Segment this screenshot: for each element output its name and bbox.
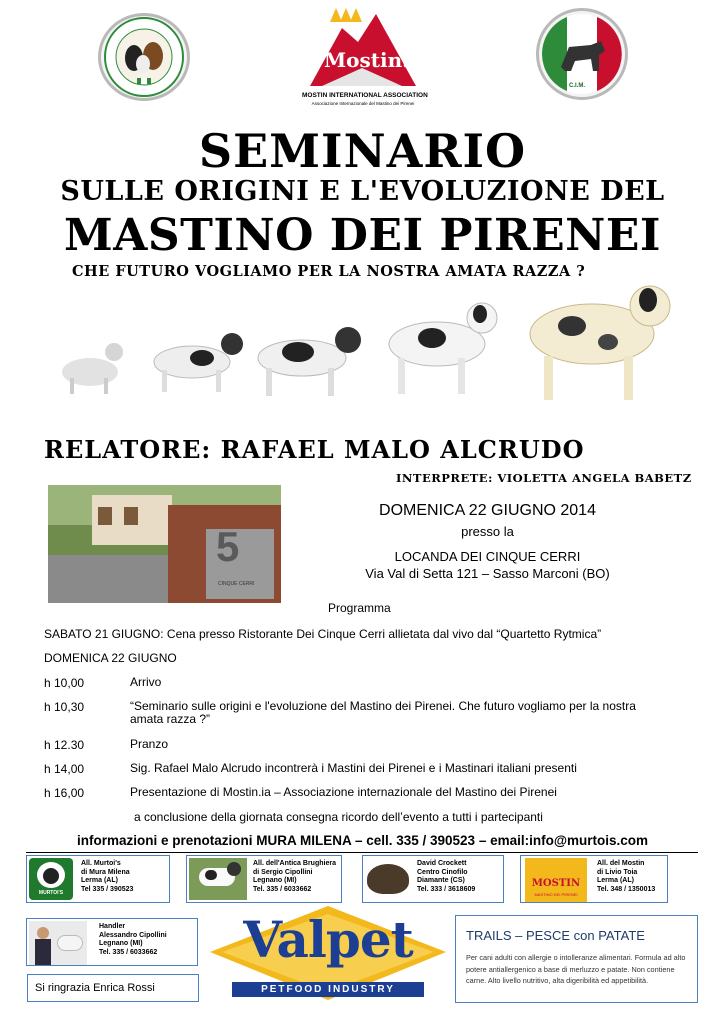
event-date: DOMENICA 22 GIUGNO 2014 bbox=[379, 502, 596, 519]
molosso-ring-text bbox=[539, 11, 540, 12]
sponsor-card-crockett bbox=[362, 855, 504, 903]
sponsor-card-murtois bbox=[26, 855, 170, 903]
murtois-badge bbox=[29, 858, 73, 900]
dogs-growth-illustration bbox=[52, 282, 682, 412]
trails-title: TRAILS – PESCE con PATATE bbox=[466, 928, 645, 943]
program-conclusion: a conclusione della giornata consegna ricordo dell’evento a tutti i partecipanti bbox=[134, 810, 543, 824]
venue-sign-number: 5 bbox=[216, 523, 240, 570]
program-desc: “Seminario sulle origini e l'evoluzione del Mastino dei Pirenei. Che futuro vogliamo per la nostra amata razza ?” bbox=[130, 699, 636, 726]
event-address: Via Val di Setta 121 – Sasso Marconi (BO) bbox=[365, 566, 610, 581]
trails-product-box bbox=[455, 915, 698, 1003]
sponsor-card-brughiera bbox=[186, 855, 342, 903]
sponsor-text: David Crockett Centro Cinofilo Diamante (CS) Tel. 333 / 3618609 bbox=[417, 860, 476, 893]
program-desc: Arrivo bbox=[130, 675, 162, 689]
valpet-logo bbox=[208, 904, 448, 1008]
program-time: h 10,30 bbox=[44, 700, 85, 714]
event-presso: presso la bbox=[461, 524, 514, 539]
title-breed: MASTINO DEI PIRENEI bbox=[63, 210, 661, 261]
program-desc: Pranzo bbox=[130, 737, 169, 751]
sponsor-card-mostin bbox=[520, 855, 668, 903]
mastino-club-emblem bbox=[101, 16, 187, 98]
thanks-note: Si ringrazia Enrica Rossi bbox=[27, 974, 199, 1002]
program-time: h 10,00 bbox=[44, 676, 85, 690]
molosso-caption: C.I.M. bbox=[569, 83, 585, 89]
handler-card bbox=[26, 918, 198, 966]
program-desc: Sig. Rafael Malo Alcrudo incontrerà i Mastini dei Pirenei e i Mastinari italiani presenti bbox=[130, 761, 577, 775]
mostin-brand: Mostin.ia bbox=[324, 48, 430, 72]
puppy-dog-image bbox=[62, 343, 123, 394]
program-time: h 14,00 bbox=[44, 762, 85, 776]
program-saturday: SABATO 21 GIUGNO: Cena presso Ristorante Dei Cinque Cerri allietata dal vivo dal “Quartetto Rytmica” bbox=[44, 627, 602, 641]
program-title: Programma bbox=[328, 601, 391, 615]
interpreter-name: INTERPRETE: VIOLETTA ANGELA BABETZ bbox=[396, 471, 692, 485]
program-desc: Presentazione di Mostin.ia – Associazione internazionale del Mastino dei Pirenei bbox=[130, 785, 557, 799]
info-divider bbox=[26, 852, 698, 853]
young-dog-image bbox=[154, 333, 243, 392]
mostin-subcaption: Associazione Internazionale del Mastino dei Pirenei bbox=[311, 101, 415, 106]
speaker-name: RELATORE: RAFAEL MALO ALCRUDO bbox=[44, 435, 585, 464]
mostin-caption: MOSTIN INTERNATIONAL ASSOCIATION bbox=[302, 92, 428, 99]
mostin-badge-label: MOSTIN bbox=[531, 878, 581, 889]
title-question: CHE FUTURO VOGLIAMO PER LA NOSTRA AMATA RAZZA ? bbox=[72, 263, 586, 280]
adult-dog-image bbox=[389, 303, 497, 394]
program-time: h 12.30 bbox=[44, 738, 85, 752]
title-subtitle: SULLE ORIGINI E L'EVOLUZIONE DEL bbox=[60, 176, 665, 207]
mostin-badge-sub: MASTINO DEI PIRENEI bbox=[534, 892, 578, 897]
brughiera-dog-image bbox=[189, 858, 247, 900]
sponsor-text: All. del Mostin di Livio Toia Lerma (AL) Tel. 348 / 1350013 bbox=[597, 860, 656, 893]
program-time: h 16,00 bbox=[44, 786, 85, 800]
murtois-badge-label: MURTOI'S bbox=[38, 890, 64, 896]
title-seminario: SEMINARIO bbox=[198, 124, 527, 178]
sponsor-text: Handler Alessandro Cipollini Legnano (MI) Tel. 335 / 6033662 bbox=[99, 923, 167, 956]
mature-dog-image bbox=[530, 286, 670, 400]
mastino-club-ring-text bbox=[101, 16, 102, 17]
program-sunday: DOMENICA 22 GIUGNO bbox=[44, 651, 177, 665]
venue-photo bbox=[48, 485, 281, 603]
sponsor-text: All. Murtoi's di Mura Milena Lerma (AL) Tel 335 / 390523 bbox=[81, 860, 134, 893]
venue-sign-caption: CINQUE CERRI bbox=[218, 581, 255, 587]
molosso-club-logo bbox=[536, 8, 628, 100]
juvenile-dog-image bbox=[258, 327, 361, 396]
handler-photo bbox=[29, 921, 87, 965]
mastino-club-logo bbox=[98, 13, 190, 101]
mostin-badge bbox=[525, 858, 587, 902]
crockett-cap-image bbox=[367, 864, 409, 894]
valpet-brand: Valpet bbox=[243, 910, 413, 969]
trails-description: Per cani adulti con allergie o intolleranze alimentari. Formula ad alto potere antiallergenico a base di merluzzo e patate. Non contiene carne. Alto livello nutritivo, alta digeribilità ed appetibilità. bbox=[466, 953, 686, 985]
mostin-logo bbox=[302, 8, 430, 110]
sponsor-text: All. dell'Antica Brughiera di Sergio Cipollini Legnano (MI) Tel. 335 / 6033662 bbox=[253, 860, 336, 893]
valpet-tagline: PETFOOD INDUSTRY bbox=[261, 984, 395, 995]
booking-info: informazioni e prenotazioni MURA MILENA – cell. 335 / 390523 – email:info@murtois.com bbox=[76, 833, 649, 848]
event-venue: LOCANDA DEI CINQUE CERRI bbox=[394, 549, 581, 564]
